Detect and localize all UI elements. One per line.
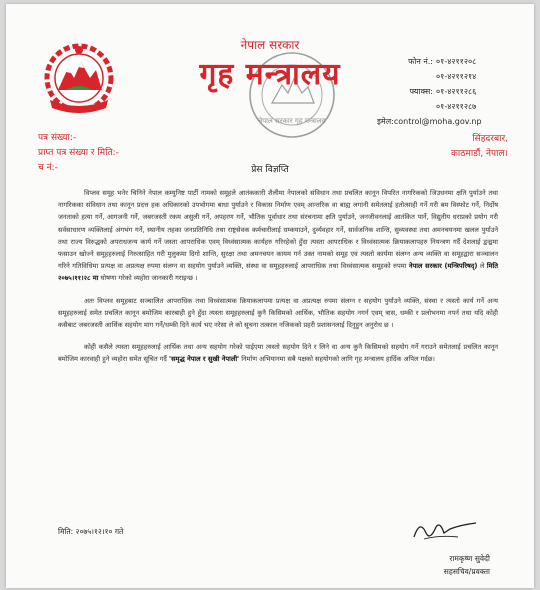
letter-number: पत्र संख्या:- [38,133,77,143]
press-release-title: प्रेस विज्ञप्ति [251,165,289,175]
letter-body [58,187,498,376]
issue-date: मिति: २०७५।१२।१० गते [58,527,124,536]
email-label: इमेल: [377,117,394,126]
seal-text: नेपाल सरकार गृह मन्त्रालय [258,117,326,125]
contact-block [377,54,510,129]
signer-designation: सहसचिव/प्रवक्ता [443,567,490,576]
email-address[interactable]: control@moha.gov.np [393,117,482,126]
signer-name: रामकृष्ण सुवेदी [449,554,490,563]
paragraph: अतः विप्लव समूहबाट सञ्चालित आपराधिक तथा विध्वंसात्मक क्रियाकलापमा प्रत्यक्ष वा अप्रत्यक्ष रुपमा संलग्न र सहयोग पुर्याउने व्यक्ति, संस्था र त्यस्तो कार्य गर्ने अन्य समूहहरुलाई समेत प्रचलित कानून बमोजिम कारबाही हुने हुँदा त्यस्ता समूहहरुलाई कुनै किसिमको आर्थिक, भौतिक सहयोग नगर्न एवम् त्रास, धम्की र प्रलोभनमा नपर्न तथा यदि कोही कसैबाट जबरजस्ती आर्थिक सहयोग माग गर्ने/धम्की दिने कार्य भए नरेसा ले को सूचना तत्काल नजिकको प्रहरी प्रशासनलाई दिनुहुन अनुरोध छ । [58,296,498,330]
address-line1: सिंहदरबार, [472,134,508,144]
bold-text: मिति २०७५।११।२८ मा [58,262,498,283]
fax-number: ०१-४२११२८६ [436,87,477,96]
address-line2: काठमाडौं, नेपाल। [450,149,508,159]
phone-number: ०१-४२११२०८ [436,57,477,66]
letter-page [6,4,534,588]
ministry-name: गृह मन्त्रालय [199,57,341,92]
fax-number: ०१-४२११२८७ [436,102,477,111]
fax-label: फ्याक्स: [409,87,433,96]
government-name: नेपाल सरकार [240,38,300,52]
phone-number: ०१-४२११२१४ [436,72,477,81]
signatory [444,552,490,578]
signature-icon [410,515,480,545]
paragraph: कोही कसैले त्यस्ता समूहहरुलाई आर्थिक तथा अन्य सहयोग गरेको पाईएमा त्यस्तो सहयोग दिने र लिने वा अन्य कुनै किसिमको सहयोग गर्ने गराउने समेतलाई प्रचलित कानून बमोजिम कारवाही हुने व्यहोरा समेत सूचित गर्दै 'समृद्ध नेपाल र सुखी नेपाली' निर्माण अभियानमा सबै पक्षको सहयोगको लागि गृह मन्त्रालय हार्दिक अपिल गर्दछ। [58,343,498,364]
phone-label: फोन नं.: [408,57,433,66]
received-letter-number-date: प्राप्त पत्र संख्या र मिति:- [38,148,119,158]
bold-text: 'समृद्ध नेपाल र सुखी नेपाली' [169,355,240,364]
paragraph: विप्लव समूह भनेर चिनिने नेपाल कम्युनिष्ट पार्टी नामको समूहले आतंककारी शैलीमा नेपालको संविधान तथा प्रचलित कानून विपरित नागरिकको जिउधनमा क्षति पुर्याउने तथा नागरिकका संविधान तथा कानून प्रदत्त हक अधिकारको उपभोगमा बाधा पुर्याउने र विकास निर्माण एवम् आन्तरिक वा बाह्य लगानी समेतलाई हतोत्साही गर्ने गरी बम विस्फोट गर्ने, निर्दोष जनताको हत्या गर्ने, आगजनी गर्ने, जबरजस्ती रकम असुली गर्ने, अपहरण गर्ने, भौतिक पूर्वाधार तथा संरचनामा क्षति पुर्याउने, जनजीवनलाई आतंकित पार्ने, विद्युतीय धराप्रको प्रयोग गरी सर्वसाधारण व्यक्तिलाई अंगभंग गर्ने, स्थानीय तहका जनप्रतिनिधि तथा राष्ट्रसेवक कर्मचारीलाई धम्कयाउने, दुर्व्यवहार गर्ने, सार्वजनिक शान्ति, सुव्यवस्था तथा अमनचयनमा खलल पुर्याउने तथा राज्य विरुद्धको अपराधजन्य कार्य गर्ने जस्ता आपराधिक एवम् विध्वंसात्मक कार्यहरु गरिरहेको हुँदा त्यस्ता आपराधिक र विध्वंसात्मक क्रियाकलापहरु नियन्त्रण गर्दै देशलाई द्वन्द्वमा फसाउन खोज्ने समूहहरुलाई निरुत्साहित गरी मुलुकमा दिगो शान्ति, सुरक्षा तथा अमनचयन कायम गर्न उक्त नामको समूह एवं त्यस्तो कार्यमा संलग्न अन्य व्यक्ति वा समूहद्वारा सञ्चालन गरिने गतिविधिमा प्रत्यक्ष वा अप्रत्यक्ष रुपमा संलग्न वा सहयोग पुर्याउने व्यक्ति, संस्था वा समूहहरुलाई आपराधिक तथा विध्वंसात्मक समूहको रुपमा नेपाल सरकार (मन्त्रिपरिषद्) ले मिति २०७५।११।२८ मा घोषणा गरेको व्यहोरा जानकारी गराइन्छ । [58,189,498,283]
bold-text: नेपाल सरकार (मन्त्रिपरिषद्) [408,262,478,271]
dispatch-number: च नं:- [38,163,58,173]
